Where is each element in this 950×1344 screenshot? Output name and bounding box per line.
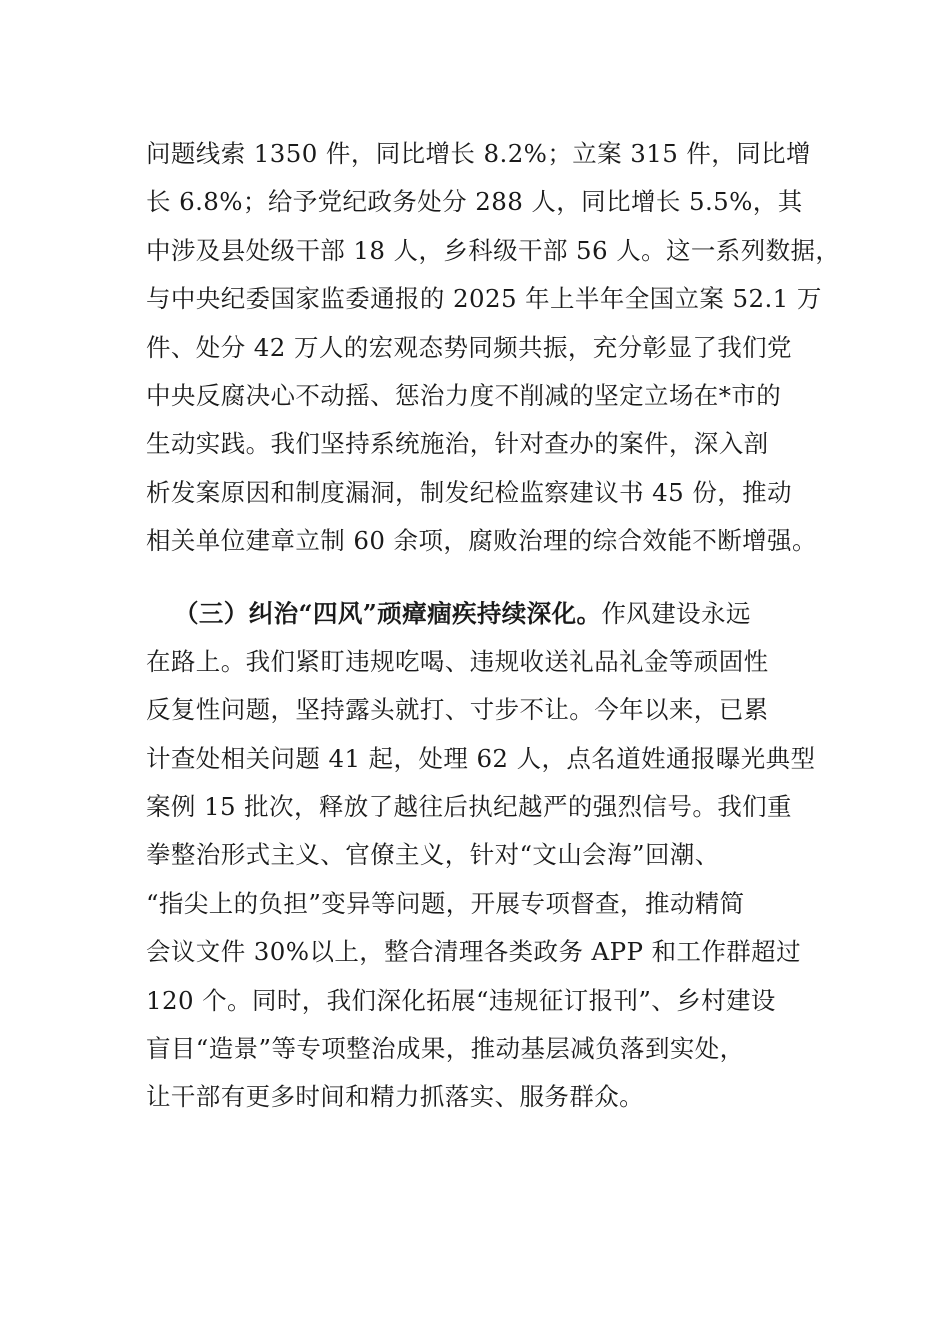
text-line: 拳整治形式主义、官僚主义，针对“文山会海”回潮、 (146, 840, 720, 870)
document-body (146, 130, 841, 1122)
text-line: 中央反腐决心不动摇、惩治力度不削减的坚定立场在*市的 (146, 380, 782, 410)
text-line: 中涉及县处级干部 18 人，乡科级干部 56 人。这一系列数据， (146, 235, 841, 265)
text-line: “指尖上的负担”变异等问题，开展专项督查，推动精简 (146, 888, 745, 918)
text-line: 盲目“造景”等专项整治成果，推动基层减负落到实处， (146, 1034, 745, 1064)
text-line: 相关单位建章立制 60 余项，腐败治理的综合效能不断增强。 (146, 526, 817, 556)
text-line: 让干部有更多时间和精力抓落实、服务群众。 (146, 1082, 644, 1112)
heading-continuation: 作风建设永远 (601, 598, 751, 628)
paragraph-four-winds (146, 590, 826, 1122)
text-line: 与中央纪委国家监委通报的 2025 年上半年全国立案 52.1 万 (146, 284, 822, 314)
text-line: 120 个。同时，我们深化拓展“违规征订报刊”、乡村建设 (146, 985, 776, 1015)
paragraph-gap (146, 566, 826, 590)
text-line: 生动实践。我们坚持系统施治，针对查办的案件，深入剖 (146, 429, 769, 459)
text-line: 案例 15 批次，释放了越往后执纪越严的强烈信号。我们重 (146, 792, 792, 822)
section-heading: （三）纠治“四风”顽瘴痼疾持续深化。 (174, 598, 602, 628)
text-line: 在路上。我们紧盯违规吃喝、违规收送礼品礼金等顽固性 (146, 646, 769, 676)
text-line: 问题线索 1350 件，同比增长 8.2%；立案 315 件，同比增 (146, 139, 811, 168)
paragraph-case-statistics (146, 130, 841, 566)
text-line: 析发案原因和制度漏洞，制发纪检监察建议书 45 份，推动 (146, 477, 792, 507)
text-line: 会议文件 30%以上，整合清理各类政务 APP 和工作群超过 (146, 937, 801, 967)
text-line: 件、处分 42 万人的宏观态势同频共振，充分彰显了我们党 (146, 332, 792, 362)
text-line: 长 6.8%；给予党纪政务处分 288 人，同比增长 5.5%，其 (146, 187, 803, 217)
text-line-first (146, 590, 826, 638)
text-line: 反复性问题，坚持露头就打、寸步不让。今年以来，已累 (146, 695, 769, 725)
text-line: 计查处相关问题 41 起，处理 62 人，点名道姓通报曝光典型 (146, 743, 816, 773)
